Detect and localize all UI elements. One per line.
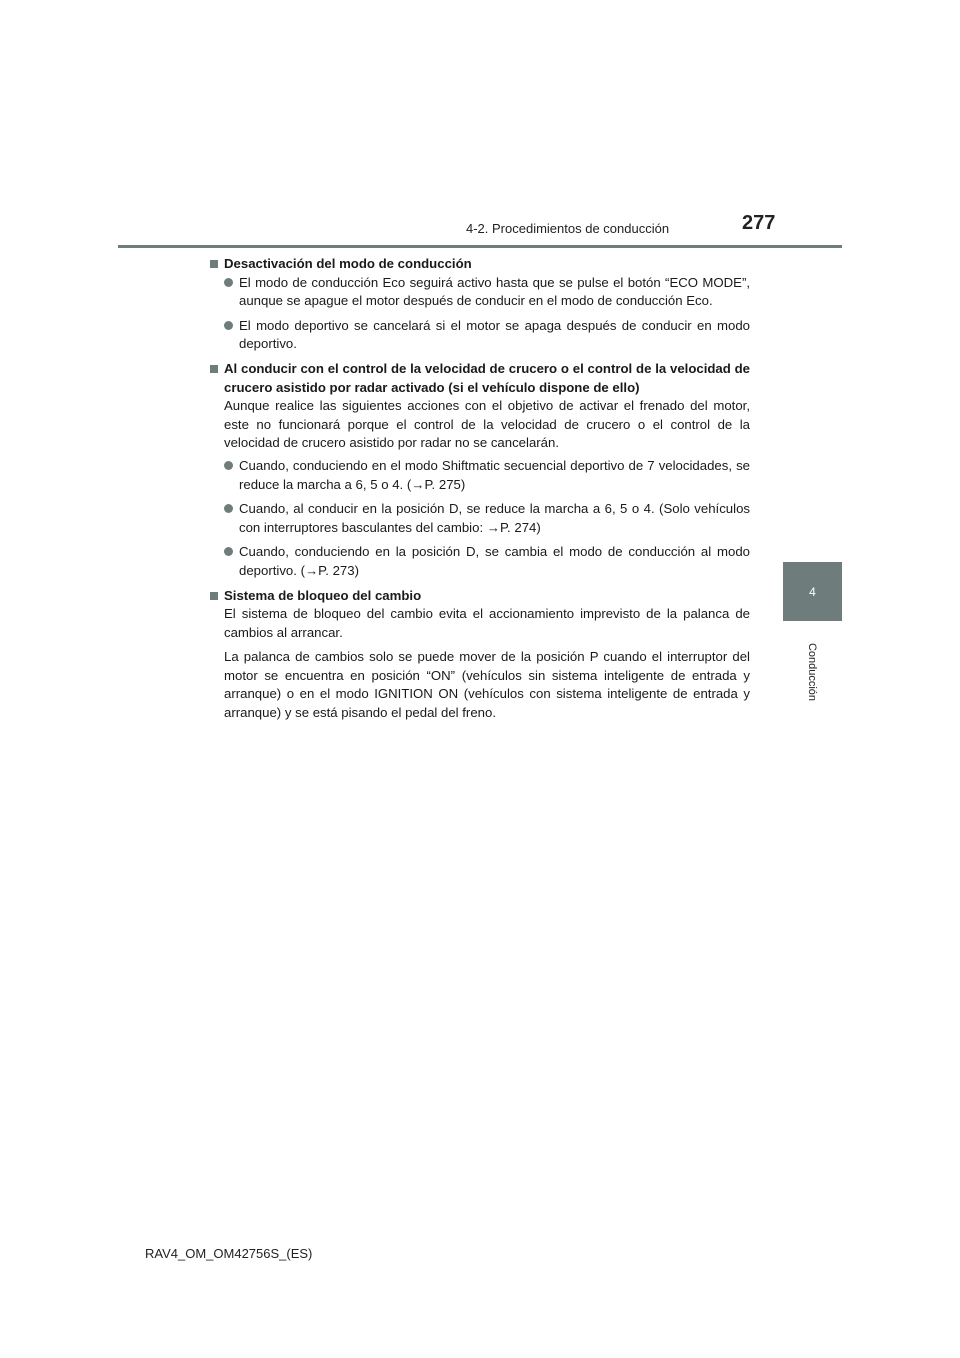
circle-bullet-icon (224, 504, 233, 513)
list-item (224, 457, 750, 494)
circle-bullet-icon (224, 461, 233, 470)
section-desactivacion (209, 255, 750, 354)
square-bullet-icon (210, 592, 218, 600)
square-bullet-icon (210, 365, 218, 373)
list-item-text: Cuando, al conducir en la posición D, se reduce la marcha a 6, 5 o 4. (Solo vehículos con interruptores basculantes del cambio: →P. 274) (239, 501, 750, 535)
section-heading (209, 255, 750, 274)
list-item (224, 543, 750, 580)
list-item-text: El modo deportivo se cancelará si el motor se apaga después de conducir en modo deportivo. (239, 317, 750, 352)
section-heading (209, 360, 750, 397)
square-bullet-icon (210, 260, 218, 268)
list-item-text: Cuando, conduciendo en la posición D, se cambia el modo de conducción al modo deportivo. (→P. 273) (239, 544, 750, 578)
chapter-tab[interactable] (783, 562, 842, 621)
list-item (224, 317, 750, 354)
circle-bullet-icon (224, 278, 233, 287)
list-item (224, 274, 750, 311)
section-heading-text: Sistema de bloqueo del cambio (224, 587, 422, 603)
chapter-label: Conducción (806, 642, 818, 702)
header-divider (118, 245, 842, 248)
section-heading (209, 587, 750, 606)
paragraph: La palanca de cambios solo se puede mover de la posición P cuando el interruptor del motor se encuentra en posición “ON” (vehículos sin sistema inteligente de entrada y arranque) o en el modo IGNITION ON (vehículos con sistema inteligente de entrada y arranque) y se está pisando el pedal del freno. (224, 649, 750, 721)
circle-bullet-icon (224, 321, 233, 330)
paragraph: El sistema de bloqueo del cambio evita el accionamiento imprevisto de la palanca de cambios al arrancar. (224, 606, 750, 640)
paragraph: Aunque realice las siguientes acciones con el objetivo de activar el frenado del motor, este no funcionará porque el control de la velocidad de crucero o el control de la velocidad de crucero asistido por radar no se cancelarán. (224, 398, 750, 451)
list-item-text: El modo de conducción Eco seguirá activo hasta que se pulse el botón “ECO MODE”, aunque se apague el motor después de conducir en el modo de conducción Eco. (239, 274, 750, 309)
page-content (209, 255, 750, 729)
header-section-title: 4-2. Procedimientos de conducción (466, 221, 670, 236)
list-item-text: Cuando, conduciendo en el modo Shiftmatic secuencial deportivo de 7 velocidades, se reduce la marcha a 6, 5 o 4. (→P. 275) (239, 457, 750, 492)
section-heading-text: Al conducir con el control de la velocidad de crucero o el control de la velocidad de crucero asistido por radar activado (si el vehículo dispone de ello) (224, 360, 750, 395)
section-control-velocidad (209, 360, 750, 581)
section-heading-text: Desactivación del modo de conducción (224, 256, 472, 271)
list-item (224, 500, 750, 537)
page-number: 277 (742, 212, 776, 234)
section-bloqueo-cambio (209, 587, 750, 723)
chapter-number: 4 (809, 584, 816, 599)
circle-bullet-icon (224, 547, 233, 556)
footer-document-code: RAV4_OM_OM42756S_(ES) (145, 1246, 313, 1261)
